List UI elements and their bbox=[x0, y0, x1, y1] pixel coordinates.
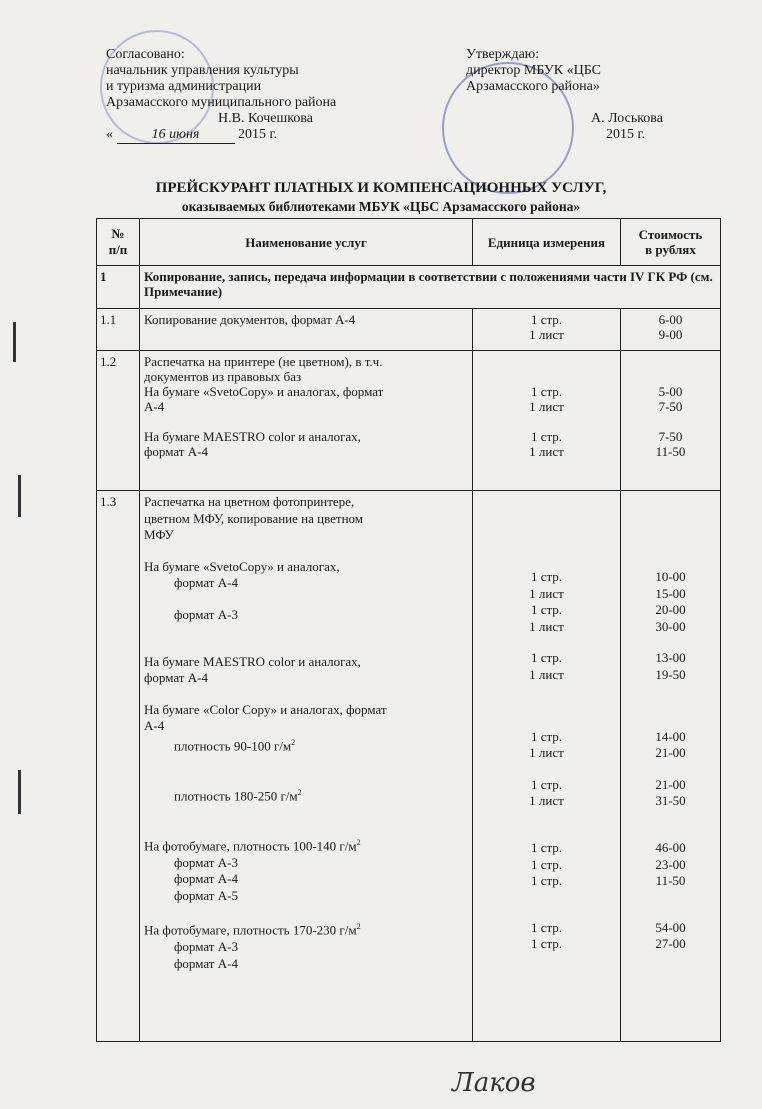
section-number: 1 bbox=[100, 269, 107, 284]
unit-cell: 1 стр. 1 лист bbox=[472, 309, 620, 350]
approval-block-left bbox=[106, 47, 336, 144]
col-unit-header: Единица измерения bbox=[472, 219, 620, 265]
section-title: Копирование, запись, передача информации в соответствии с положениями части IV ГК РФ (см. Примечание) bbox=[139, 266, 720, 308]
service-name: Распечатка на принтере (не цветном), в т.ч. документов из правовых баз На бумаге «SvetoCopy» и аналогах, формат А-4 На бумаге MAESTRO color и аналогах, формат А-4 bbox=[139, 351, 472, 490]
approver-position: начальник управления культуры bbox=[106, 63, 299, 78]
director-date: 2015 г. bbox=[606, 127, 646, 142]
handwritten-signature: Лаков bbox=[452, 1068, 536, 1098]
document-subtitle: оказываемых библиотеками МБУК «ЦБС Арзамасского района» bbox=[181, 199, 581, 214]
price-cell: 6-00 9-00 bbox=[620, 309, 720, 350]
row-number: 1.3 bbox=[100, 494, 117, 509]
approver-name: Н.В. Кочешкова bbox=[218, 111, 313, 126]
service-name: Копирование документов, формат А-4 bbox=[139, 309, 472, 350]
director-position-2: Арзамасского района» bbox=[466, 79, 600, 94]
binder-mark bbox=[18, 770, 21, 814]
price-cell: 10-00 15-00 20-00 30-00 13-00 19-50 14-00 21-00 21-00 31-50 46-00 23-00 11-50 54-00 27-00 bbox=[620, 491, 720, 1041]
table-row-1-1 bbox=[97, 308, 720, 350]
service-name: Распечатка на цветном фотопринтере, цветном МФУ, копирование на цветном МФУ На бумаге «SvetoCopy» и аналогах, формат А-4 формат А-3 На бумаге MAESTRO color и аналогах, формат А-4 На бумаге «Color Copy» и аналогах, формат А-4 плотность 90-100 $г/м^2$ плотность 180-250 $г/м^2$ На фотобумаге, плотность 100-140 $г/м^2$ формат А-3 формат А-4 формат А-5 На фотобумаге, плотность 170-230 $г/м^2$ формат А-3 формат А-4 bbox=[139, 491, 472, 1041]
col-price-header: Стоимость в рублях bbox=[620, 219, 720, 265]
price-cell: 5-00 7-50 7-50 11-50 bbox=[620, 351, 720, 490]
approver-position-2: и туризма администрации bbox=[106, 79, 262, 94]
price-table bbox=[96, 218, 721, 1042]
approver-position-3: Арзамасского муниципального района bbox=[106, 95, 337, 110]
table-row-1-3 bbox=[97, 490, 720, 1041]
section-row-1 bbox=[97, 265, 720, 308]
approval-block-right bbox=[466, 47, 663, 143]
document-title: ПРЕЙСКУРАНТ ПЛАТНЫХ И КОМПЕНСАЦИОННЫХ УСЛУГ, bbox=[155, 180, 607, 196]
approval-date: « 16 июня 2015 г. bbox=[106, 127, 278, 142]
col-service-header: Наименование услуг bbox=[139, 219, 472, 265]
unit-cell: 1 стр. 1 лист 1 стр. 1 лист bbox=[472, 351, 620, 490]
approve-label: Утверждаю: bbox=[466, 47, 540, 62]
director-position: директор МБУК «ЦБС bbox=[466, 63, 602, 78]
table-row-1-2 bbox=[97, 350, 720, 490]
row-number: 1.1 bbox=[100, 312, 117, 327]
table-header-row bbox=[97, 219, 720, 265]
approval-label: Согласовано: bbox=[106, 47, 185, 62]
row-number: 1.2 bbox=[100, 354, 117, 369]
binder-mark bbox=[18, 475, 21, 517]
unit-cell: 1 стр. 1 лист 1 стр. 1 лист 1 стр. 1 лист 1 стр. 1 лист 1 стр. 1 лист 1 стр. 1 стр. 1 стр. 1 стр. 1 стр. bbox=[472, 491, 620, 1041]
col-number-header: № п/п bbox=[108, 226, 128, 257]
binder-mark bbox=[13, 322, 16, 362]
director-name: А. Лоськова bbox=[591, 111, 663, 126]
